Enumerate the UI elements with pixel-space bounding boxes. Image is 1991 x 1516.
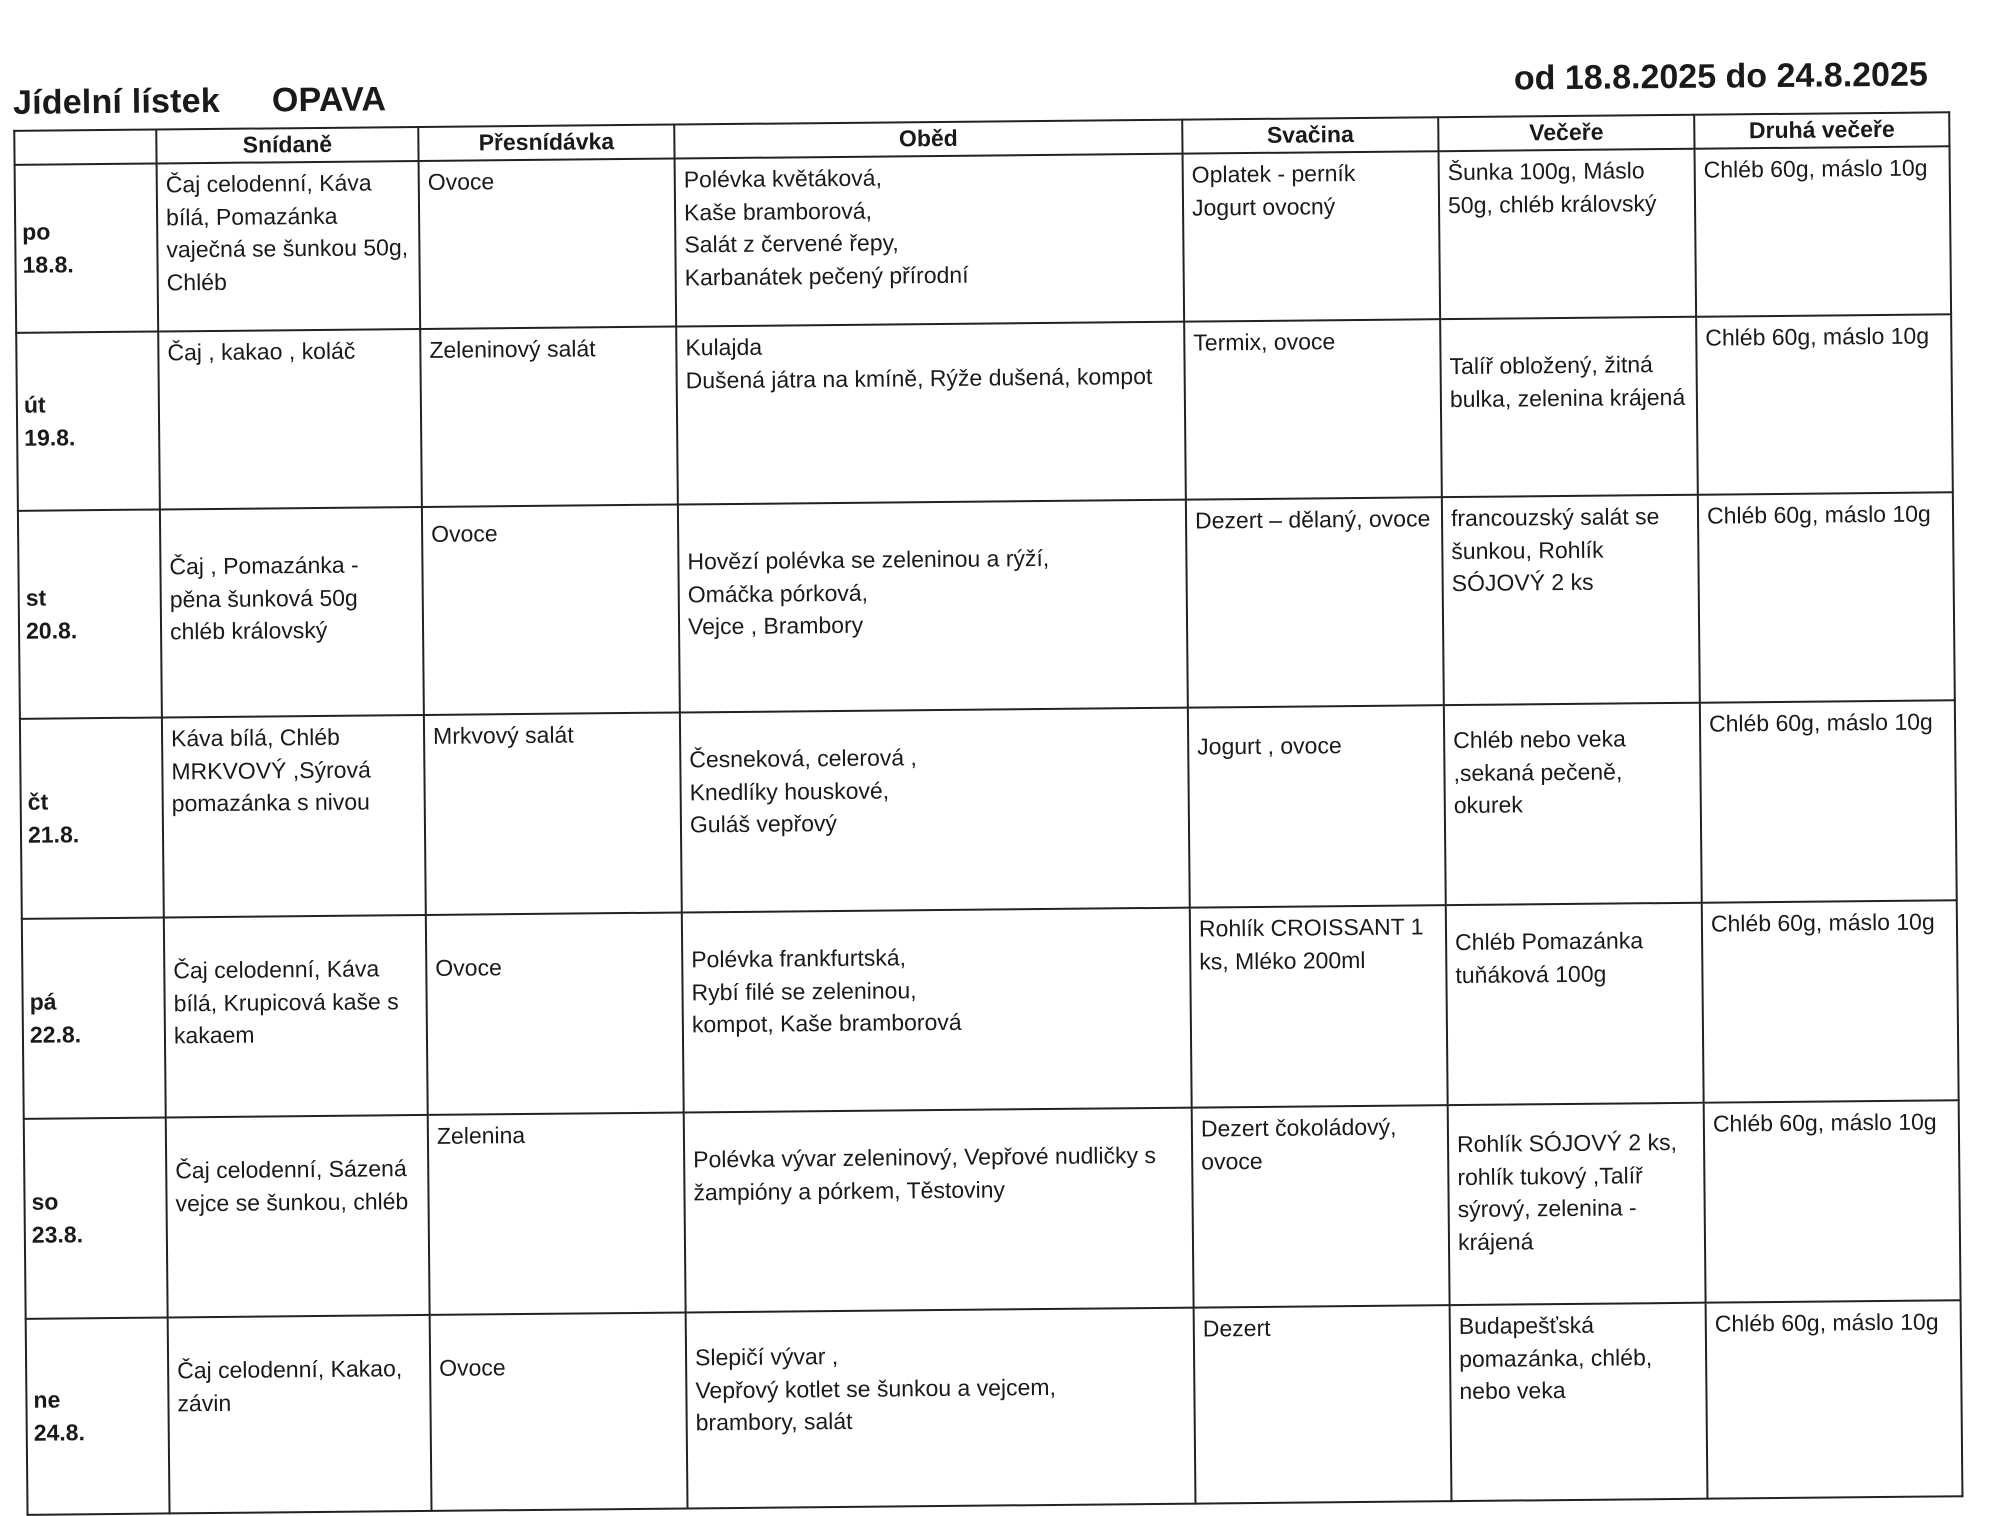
presnidavka-cell: Zelenina <box>428 1112 686 1314</box>
day-cell: pá 22.8. <box>22 917 166 1118</box>
presnidavka-cell: Ovoce <box>419 159 677 329</box>
svacina-cell: Dezert čokoládový, ovoce <box>1192 1105 1450 1307</box>
title-text: Jídelní lístek <box>12 81 221 122</box>
druha-vecere-cell: Chléb 60g, máslo 10g <box>1696 314 1953 494</box>
city-name: OPAVA <box>271 80 387 120</box>
svacina-cell: Dezert – dělaný, ovoce <box>1186 497 1444 707</box>
table-row <box>26 1300 1963 1515</box>
snidane-cell: Čaj celodenní, Sázená vejce se šunkou, chléb <box>166 1115 430 1318</box>
presnidavka-cell: Ovoce <box>422 505 680 715</box>
presnidavka-cell: Ovoce <box>430 1312 688 1510</box>
svacina-cell: Oplatek - perník Jogurt ovocný <box>1183 151 1441 321</box>
druha-vecere-cell: Chléb 60g, máslo 10g <box>1706 1300 1963 1498</box>
obed-cell: Polévka vývar zeleninový, Vepřové nudličky s žampióny a pórkem, Těstoviny <box>684 1108 1194 1313</box>
column-header-snidane: Snídaně <box>156 127 418 164</box>
column-header-presnidavka: Přesnídávka <box>418 125 674 161</box>
druha-vecere-cell: Chléb 60g, máslo 10g <box>1695 146 1952 316</box>
svacina-cell: Rohlík CROISSANT 1 ks, Mléko 200ml <box>1190 905 1448 1107</box>
presnidavka-cell: Mrkvový salát <box>424 713 682 915</box>
vecere-cell: francouzský salát se šunkou, Rohlík SÓJOVÝ 2 ks <box>1442 495 1700 705</box>
table-row <box>24 1100 1961 1319</box>
vecere-cell: Chléb nebo veka ,sekaná pečeně, okurek <box>1444 703 1702 905</box>
day-cell: ne 24.8. <box>26 1317 170 1514</box>
snidane-cell: Čaj celodenní, Káva bílá, Pomazánka vaječná se šunkou 50g, Chléb <box>157 161 421 332</box>
weekly-menu-table <box>13 111 1963 1516</box>
vecere-cell: Chléb Pomazánka tuňáková 100g <box>1446 903 1704 1105</box>
vecere-cell: Talíř obložený, žitná bulka, zelenina krájená <box>1440 317 1698 497</box>
snidane-cell: Čaj , Pomazánka - pěna šunková 50g chléb královský <box>160 507 424 718</box>
vecere-cell: Šunka 100g, Máslo 50g, chléb královský <box>1439 149 1697 319</box>
snidane-cell: Čaj , kakao , koláč <box>158 329 422 510</box>
obed-cell: Polévka květáková, Kaše bramborová, Salát z červené řepy, Karbanátek pečený přírodní <box>675 154 1185 327</box>
day-cell: so 23.8. <box>24 1117 168 1318</box>
column-header-svacina: Svačina <box>1182 117 1438 153</box>
vecere-cell: Rohlík SÓJOVÝ 2 ks, rohlík tukový ,Talíř sýrový, zelenina - krájená <box>1448 1103 1706 1305</box>
vecere-cell: Budapešťská pomazánka, chléb, nebo veka <box>1450 1303 1708 1501</box>
druha-vecere-cell: Chléb 60g, máslo 10g <box>1700 700 1957 902</box>
column-header-obed: Oběd <box>674 120 1182 159</box>
svacina-cell: Dezert <box>1194 1305 1452 1503</box>
snidane-cell: Čaj celodenní, Káva bílá, Krupicová kaše s kakaem <box>164 915 428 1118</box>
svacina-cell: Jogurt , ovoce <box>1188 705 1446 907</box>
day-cell: čt 21.8. <box>20 717 164 918</box>
druha-vecere-cell: Chléb 60g, máslo 10g <box>1702 900 1959 1102</box>
druha-vecere-cell: Chléb 60g, máslo 10g <box>1698 492 1955 702</box>
presnidavka-cell: Ovoce <box>426 912 684 1114</box>
presnidavka-cell: Zeleninový salát <box>420 327 678 507</box>
obed-cell: Česneková, celerová , Knedlíky houskové, Guláš vepřový <box>680 708 1190 913</box>
table-row <box>22 900 1959 1119</box>
table-row <box>20 700 1957 919</box>
table-row <box>16 314 1953 511</box>
column-header-day <box>14 130 156 165</box>
obed-cell: Slepičí vývar , Vepřový kotlet se šunkou a vejcem, brambory, salát <box>686 1308 1196 1509</box>
svacina-cell: Termix, ovoce <box>1184 319 1442 499</box>
day-cell: po 18.8. <box>15 164 159 333</box>
table-row <box>18 492 1955 719</box>
column-header-druha-vecere: Druhá večeře <box>1694 112 1949 148</box>
obed-cell: Polévka frankfurtská, Rybí filé se zeleninou, kompot, Kaše bramborová <box>682 908 1192 1113</box>
snidane-cell: Káva bílá, Chléb MRKVOVÝ ,Sýrová pomazánka s nivou <box>162 715 426 918</box>
page-title <box>13 80 387 123</box>
snidane-cell: Čaj celodenní, Kakao, závin <box>168 1315 432 1514</box>
column-header-vecere: Večeře <box>1438 115 1694 151</box>
obed-cell: Hovězí polévka se zeleninou a rýží, Omáčka pórková, Vejce , Brambory <box>678 500 1188 713</box>
day-cell: st 20.8. <box>18 509 162 718</box>
druha-vecere-cell: Chléb 60g, máslo 10g <box>1704 1100 1961 1302</box>
date-range: od 18.8.2025 do 24.8.2025 <box>1513 55 1928 98</box>
table-row <box>15 146 1952 333</box>
obed-cell: Kulajda Dušená játra na kmíně, Rýže dušená, kompot <box>676 322 1186 505</box>
day-cell: út 19.8. <box>16 331 160 510</box>
